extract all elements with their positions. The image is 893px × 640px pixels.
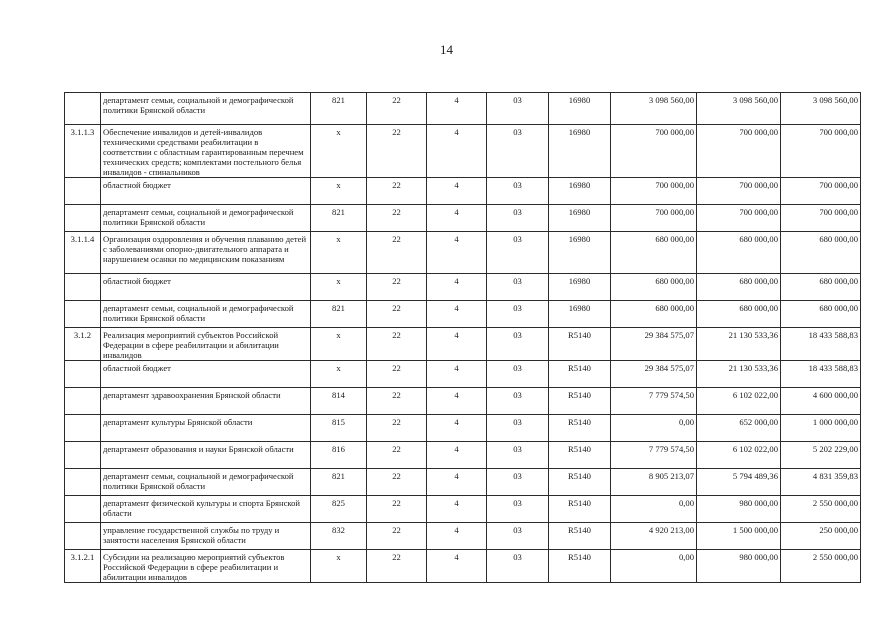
- section-code-cell: 22: [367, 274, 427, 301]
- target-code-cell: R5140: [549, 523, 611, 550]
- amount-year-3-cell: 680 000,00: [781, 274, 861, 301]
- target-code-cell: 16980: [549, 205, 611, 232]
- program-code-cell: 03: [487, 232, 549, 274]
- amount-year-3-cell: 700 000,00: [781, 178, 861, 205]
- amount-year-3-cell: 18 433 588,83: [781, 361, 861, 388]
- target-code-cell: 16980: [549, 274, 611, 301]
- amount-year-2-cell: 980 000,00: [697, 496, 781, 523]
- program-code-cell: 03: [487, 415, 549, 442]
- table-row: [65, 301, 861, 328]
- amount-year-1-cell: 7 779 574,50: [611, 442, 697, 469]
- amount-year-2-cell: 700 000,00: [697, 125, 781, 178]
- amount-year-2-cell: 5 794 489,36: [697, 469, 781, 496]
- amount-year-3-cell: 2 550 000,00: [781, 550, 861, 583]
- section-code-cell: 22: [367, 328, 427, 361]
- amount-year-3-cell: 250 000,00: [781, 523, 861, 550]
- program-code-cell: 03: [487, 274, 549, 301]
- row-number-cell: [65, 496, 101, 523]
- target-code-cell: 16980: [549, 178, 611, 205]
- amount-year-3-cell: 700 000,00: [781, 205, 861, 232]
- section-code-cell: 22: [367, 388, 427, 415]
- section-code-cell: 22: [367, 415, 427, 442]
- amount-year-2-cell: 680 000,00: [697, 274, 781, 301]
- description-cell: департамент здравоохранения Брянской области: [101, 388, 311, 415]
- grbs-code-cell: 825: [311, 496, 367, 523]
- program-code-cell: 03: [487, 361, 549, 388]
- amount-year-1-cell: 3 098 560,00: [611, 93, 697, 125]
- subsection-code-cell: 4: [427, 274, 487, 301]
- grbs-code-cell: 816: [311, 442, 367, 469]
- description-cell: Обеспечение инвалидов и детей-инвалидов техническими средствами реабилитации в соответствии с областным гарантированным перечнем технических средств; комплектами постельного белья инвалидов - спинальников: [101, 125, 311, 178]
- amount-year-2-cell: 21 130 533,36: [697, 328, 781, 361]
- amount-year-3-cell: 18 433 588,83: [781, 328, 861, 361]
- target-code-cell: 16980: [549, 301, 611, 328]
- row-number-cell: [65, 205, 101, 232]
- amount-year-2-cell: 6 102 022,00: [697, 388, 781, 415]
- program-code-cell: 03: [487, 523, 549, 550]
- table-row: [65, 442, 861, 469]
- amount-year-2-cell: 700 000,00: [697, 205, 781, 232]
- target-code-cell: 16980: [549, 93, 611, 125]
- target-code-cell: R5140: [549, 550, 611, 583]
- amount-year-2-cell: 1 500 000,00: [697, 523, 781, 550]
- amount-year-3-cell: 700 000,00: [781, 125, 861, 178]
- grbs-code-cell: x: [311, 361, 367, 388]
- description-cell: департамент семьи, социальной и демографической политики Брянской области: [101, 301, 311, 328]
- description-cell: департамент семьи, социальной и демографической политики Брянской области: [101, 205, 311, 232]
- grbs-code-cell: 821: [311, 301, 367, 328]
- program-code-cell: 03: [487, 328, 549, 361]
- description-cell: департамент физической культуры и спорта Брянской области: [101, 496, 311, 523]
- section-code-cell: 22: [367, 232, 427, 274]
- table-row: [65, 523, 861, 550]
- amount-year-1-cell: 4 920 213,00: [611, 523, 697, 550]
- grbs-code-cell: x: [311, 328, 367, 361]
- table-row: [65, 232, 861, 274]
- subsection-code-cell: 4: [427, 93, 487, 125]
- target-code-cell: R5140: [549, 496, 611, 523]
- subsection-code-cell: 4: [427, 361, 487, 388]
- amount-year-2-cell: 700 000,00: [697, 178, 781, 205]
- subsection-code-cell: 4: [427, 232, 487, 274]
- subsection-code-cell: 4: [427, 523, 487, 550]
- table-row: [65, 274, 861, 301]
- subsection-code-cell: 4: [427, 178, 487, 205]
- subsection-code-cell: 4: [427, 550, 487, 583]
- table-row: [65, 388, 861, 415]
- description-cell: департамент семьи, социальной и демографической политики Брянской области: [101, 469, 311, 496]
- budget-table: [64, 92, 861, 583]
- row-number-cell: 3.1.1.4: [65, 232, 101, 274]
- target-code-cell: 16980: [549, 232, 611, 274]
- section-code-cell: 22: [367, 93, 427, 125]
- target-code-cell: R5140: [549, 415, 611, 442]
- subsection-code-cell: 4: [427, 301, 487, 328]
- row-number-cell: [65, 415, 101, 442]
- page-number: 14: [440, 42, 453, 57]
- target-code-cell: R5140: [549, 388, 611, 415]
- section-code-cell: 22: [367, 550, 427, 583]
- amount-year-1-cell: 700 000,00: [611, 125, 697, 178]
- table-row: [65, 205, 861, 232]
- table-row: [65, 496, 861, 523]
- table-row: [65, 125, 861, 178]
- table-body: [65, 93, 861, 583]
- subsection-code-cell: 4: [427, 328, 487, 361]
- program-code-cell: 03: [487, 178, 549, 205]
- subsection-code-cell: 4: [427, 415, 487, 442]
- amount-year-3-cell: 5 202 229,00: [781, 442, 861, 469]
- amount-year-1-cell: 0,00: [611, 415, 697, 442]
- amount-year-2-cell: 680 000,00: [697, 232, 781, 274]
- description-cell: Субсидии на реализацию мероприятий субъектов Российской Федерации в сфере реабилитации и абилитации инвалидов: [101, 550, 311, 583]
- row-number-cell: 3.1.2: [65, 328, 101, 361]
- table-row: [65, 469, 861, 496]
- table-row: [65, 415, 861, 442]
- table-row: [65, 178, 861, 205]
- amount-year-1-cell: 680 000,00: [611, 274, 697, 301]
- description-cell: областной бюджет: [101, 274, 311, 301]
- grbs-code-cell: 821: [311, 469, 367, 496]
- row-number-cell: [65, 442, 101, 469]
- row-number-cell: [65, 93, 101, 125]
- description-cell: департамент образования и науки Брянской области: [101, 442, 311, 469]
- subsection-code-cell: 4: [427, 388, 487, 415]
- grbs-code-cell: x: [311, 178, 367, 205]
- amount-year-3-cell: 2 550 000,00: [781, 496, 861, 523]
- amount-year-1-cell: 680 000,00: [611, 232, 697, 274]
- grbs-code-cell: 815: [311, 415, 367, 442]
- section-code-cell: 22: [367, 469, 427, 496]
- program-code-cell: 03: [487, 301, 549, 328]
- row-number-cell: [65, 178, 101, 205]
- section-code-cell: 22: [367, 205, 427, 232]
- target-code-cell: R5140: [549, 361, 611, 388]
- description-cell: областной бюджет: [101, 178, 311, 205]
- amount-year-1-cell: 680 000,00: [611, 301, 697, 328]
- subsection-code-cell: 4: [427, 125, 487, 178]
- section-code-cell: 22: [367, 523, 427, 550]
- program-code-cell: 03: [487, 125, 549, 178]
- subsection-code-cell: 4: [427, 205, 487, 232]
- amount-year-1-cell: 0,00: [611, 550, 697, 583]
- row-number-cell: [65, 361, 101, 388]
- grbs-code-cell: x: [311, 232, 367, 274]
- amount-year-3-cell: 4 600 000,00: [781, 388, 861, 415]
- program-code-cell: 03: [487, 442, 549, 469]
- target-code-cell: 16980: [549, 125, 611, 178]
- row-number-cell: 3.1.1.3: [65, 125, 101, 178]
- amount-year-1-cell: 8 905 213,07: [611, 469, 697, 496]
- table-row: [65, 550, 861, 583]
- subsection-code-cell: 4: [427, 442, 487, 469]
- grbs-code-cell: 821: [311, 205, 367, 232]
- target-code-cell: R5140: [549, 469, 611, 496]
- row-number-cell: [65, 523, 101, 550]
- amount-year-1-cell: 29 384 575,07: [611, 361, 697, 388]
- program-code-cell: 03: [487, 496, 549, 523]
- amount-year-2-cell: 3 098 560,00: [697, 93, 781, 125]
- amount-year-2-cell: 680 000,00: [697, 301, 781, 328]
- description-cell: департамент культуры Брянской области: [101, 415, 311, 442]
- amount-year-3-cell: 1 000 000,00: [781, 415, 861, 442]
- amount-year-1-cell: 0,00: [611, 496, 697, 523]
- amount-year-3-cell: 3 098 560,00: [781, 93, 861, 125]
- description-cell: Реализация мероприятий субъектов Российской Федерации в сфере реабилитации и абилитации инвалидов: [101, 328, 311, 361]
- table-row: [65, 93, 861, 125]
- amount-year-1-cell: 700 000,00: [611, 178, 697, 205]
- program-code-cell: 03: [487, 469, 549, 496]
- section-code-cell: 22: [367, 301, 427, 328]
- table-row: [65, 328, 861, 361]
- amount-year-3-cell: 4 831 359,83: [781, 469, 861, 496]
- target-code-cell: R5140: [549, 442, 611, 469]
- section-code-cell: 22: [367, 361, 427, 388]
- table-row: [65, 361, 861, 388]
- subsection-code-cell: 4: [427, 469, 487, 496]
- description-cell: управление государственной службы по труду и занятости населения Брянской области: [101, 523, 311, 550]
- row-number-cell: [65, 301, 101, 328]
- grbs-code-cell: 821: [311, 93, 367, 125]
- description-cell: областной бюджет: [101, 361, 311, 388]
- amount-year-2-cell: 980 000,00: [697, 550, 781, 583]
- amount-year-2-cell: 21 130 533,36: [697, 361, 781, 388]
- amount-year-1-cell: 700 000,00: [611, 205, 697, 232]
- grbs-code-cell: 832: [311, 523, 367, 550]
- program-code-cell: 03: [487, 550, 549, 583]
- amount-year-2-cell: 652 000,00: [697, 415, 781, 442]
- amount-year-2-cell: 6 102 022,00: [697, 442, 781, 469]
- row-number-cell: [65, 469, 101, 496]
- row-number-cell: 3.1.2.1: [65, 550, 101, 583]
- program-code-cell: 03: [487, 93, 549, 125]
- section-code-cell: 22: [367, 496, 427, 523]
- subsection-code-cell: 4: [427, 496, 487, 523]
- description-cell: Организация оздоровления и обучения плаванию детей с заболеваниями опорно-двигательного аппарата и нарушением осанки по медицинским показаниям: [101, 232, 311, 274]
- grbs-code-cell: x: [311, 274, 367, 301]
- section-code-cell: 22: [367, 442, 427, 469]
- grbs-code-cell: x: [311, 125, 367, 178]
- amount-year-3-cell: 680 000,00: [781, 232, 861, 274]
- amount-year-1-cell: 29 384 575,07: [611, 328, 697, 361]
- grbs-code-cell: x: [311, 550, 367, 583]
- program-code-cell: 03: [487, 388, 549, 415]
- row-number-cell: [65, 388, 101, 415]
- section-code-cell: 22: [367, 178, 427, 205]
- description-cell: департамент семьи, социальной и демографической политики Брянской области: [101, 93, 311, 125]
- row-number-cell: [65, 274, 101, 301]
- grbs-code-cell: 814: [311, 388, 367, 415]
- amount-year-3-cell: 680 000,00: [781, 301, 861, 328]
- target-code-cell: R5140: [549, 328, 611, 361]
- program-code-cell: 03: [487, 205, 549, 232]
- section-code-cell: 22: [367, 125, 427, 178]
- amount-year-1-cell: 7 779 574,50: [611, 388, 697, 415]
